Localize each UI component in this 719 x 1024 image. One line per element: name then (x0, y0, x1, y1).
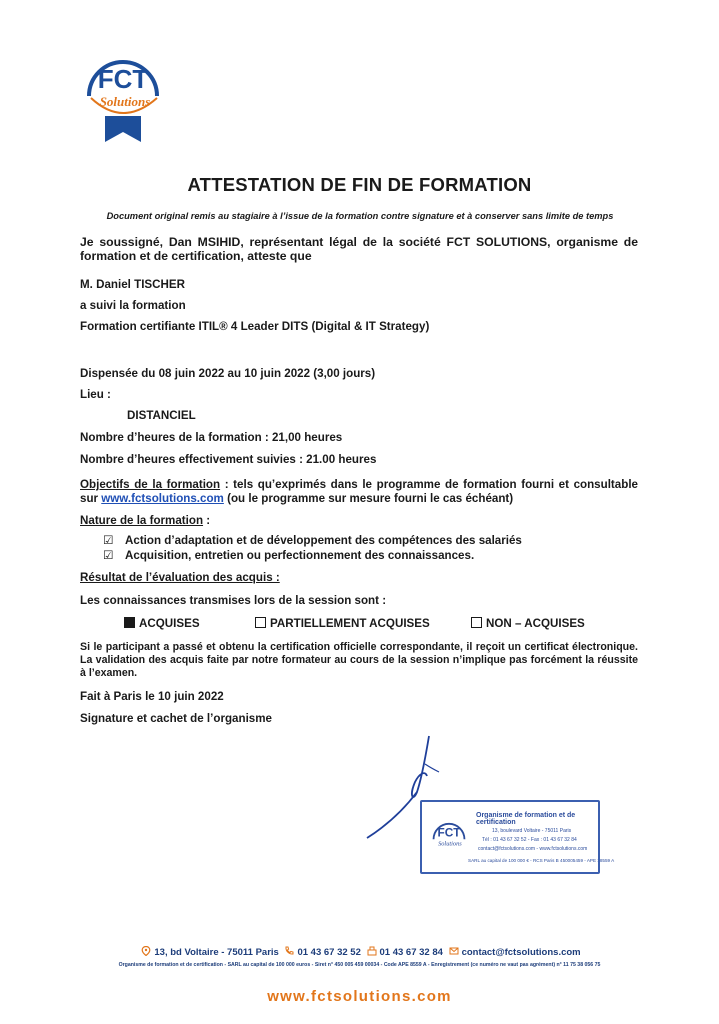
objectives-label: Objectifs de la formation (80, 478, 221, 491)
checkbox-checked-icon: ☑ (103, 534, 114, 547)
nature-item-label: Acquisition, entretien ou perfectionnement des connaissances. (125, 549, 475, 562)
objectives-paragraph (80, 478, 638, 506)
result-option-acquises (124, 617, 200, 631)
nature-item (103, 549, 474, 563)
training-dates: Dispensée du 08 juin 2022 au 10 juin 2022 (3,00 jours) (80, 367, 376, 380)
place-date: Fait à Paris le 10 juin 2022 (80, 690, 224, 703)
location-pin-icon (141, 946, 151, 956)
stamp-logo-brand: FCT (437, 825, 461, 840)
result-option-label: ACQUISES (139, 617, 200, 630)
footer-address: 13, bd Voltaire - 75011 Paris (154, 947, 279, 958)
location-value: DISTANCIEL (127, 409, 196, 422)
stamp-logo (426, 812, 472, 862)
nature-suffix: : (203, 514, 211, 527)
phone-icon (284, 946, 294, 956)
footer-phone: 01 43 67 32 52 (297, 947, 361, 958)
fct-solutions-logo (79, 36, 167, 146)
logo-tagline-text: Solutions (99, 94, 151, 109)
signature-label: Signature et cachet de l’organisme (80, 712, 272, 725)
stamp-line: contact@fctsolutions.com - www.fctsolutions.com (478, 846, 588, 852)
company-stamp (420, 800, 615, 874)
stamp-line: Tél : 01 43 67 32 52 - Fax : 01 43 67 32 84 (482, 837, 577, 843)
checkbox-checked-icon: ☑ (103, 549, 114, 562)
stamp-line: 13, boulevard Voltaire - 75011 Paris (492, 828, 572, 834)
objectives-text-before: : tels qu’exprimés dans le programme de formation fourni et consultable sur (80, 478, 638, 505)
result-option-label: NON – ACQUISES (486, 617, 585, 630)
hours-total: Nombre d’heures de la formation : 21,00 heures (80, 431, 343, 444)
fax-icon (367, 946, 377, 956)
location-label: Lieu : (80, 388, 111, 401)
result-option-partiellement (255, 617, 430, 631)
result-heading: Résultat de l’évaluation des acquis : (80, 571, 280, 584)
footer-email: contact@fctsolutions.com (461, 947, 581, 958)
nature-heading (80, 514, 210, 528)
footer-contact-line (0, 946, 719, 958)
email-icon (449, 946, 459, 956)
stamp-logo-tagline: Solutions (438, 840, 462, 848)
stamp-line: SARL au capital de 100 000 € - RCS Paris B 450005459 - APE : 8559 A (468, 858, 615, 863)
trainee-name: M. Daniel TISCHER (80, 278, 186, 291)
footer-legal: Organisme de formation et de certification - SARL au capital de 100 000 euros - Siret n° 450 005 459 00034 - Code APE 8559 A - Enregistrement (ce numéro ne vaut pas agrément) n° 11 75 38 056 75 (118, 962, 601, 968)
followed-text: a suivi la formation (80, 299, 186, 312)
course-title: Formation certifiante ITIL® 4 Leader DITS (Digital & IT Strategy) (80, 320, 430, 333)
document-subtitle: Document original remis au stagiaire à l’issue de la formation contre signature et à conserver sans limite de temps (106, 211, 614, 221)
footer-fax: 01 43 67 32 84 (379, 947, 443, 958)
result-intro: Les connaissances transmises lors de la session sont : (80, 594, 387, 607)
stamp-title: Organisme de formation et de certification (476, 812, 576, 826)
website-link[interactable]: www.fctsolutions.com (101, 492, 224, 505)
objectives-text-after: (ou le programme sur mesure fourni le cas échéant) (223, 492, 514, 505)
result-option-label: PARTIELLEMENT ACQUISES (270, 617, 430, 630)
document-title: ATTESTATION DE FIN DE FORMATION (187, 174, 532, 195)
hours-followed: Nombre d’heures effectivement suivies : 21.00 heures (80, 453, 377, 466)
nature-item-label: Action d’adaptation et de développement des compétences des salariés (125, 534, 522, 547)
certification-note: Si le participant a passé et obtenu la certification officielle correspondante, il reçoit un certificat électronique. La validation des acquis faite par notre formateur au cours de la session n’implique pas forcément la réussite à l’examen. (80, 641, 638, 679)
result-option-non-acquises (471, 617, 585, 631)
intro-paragraph: Je soussigné, Dan MSIHID, représentant légal de la société FCT SOLUTIONS, organisme de formation et de certification, atteste que (80, 235, 638, 263)
footer-website[interactable]: www.fctsolutions.com (267, 988, 452, 1005)
nature-item (103, 534, 522, 548)
checkbox-empty-icon (471, 617, 482, 628)
logo-brand-text: FCT (97, 64, 149, 94)
checkbox-filled-icon (124, 617, 135, 628)
nature-label: Nature de la formation (80, 514, 204, 527)
checkbox-empty-icon (255, 617, 266, 628)
